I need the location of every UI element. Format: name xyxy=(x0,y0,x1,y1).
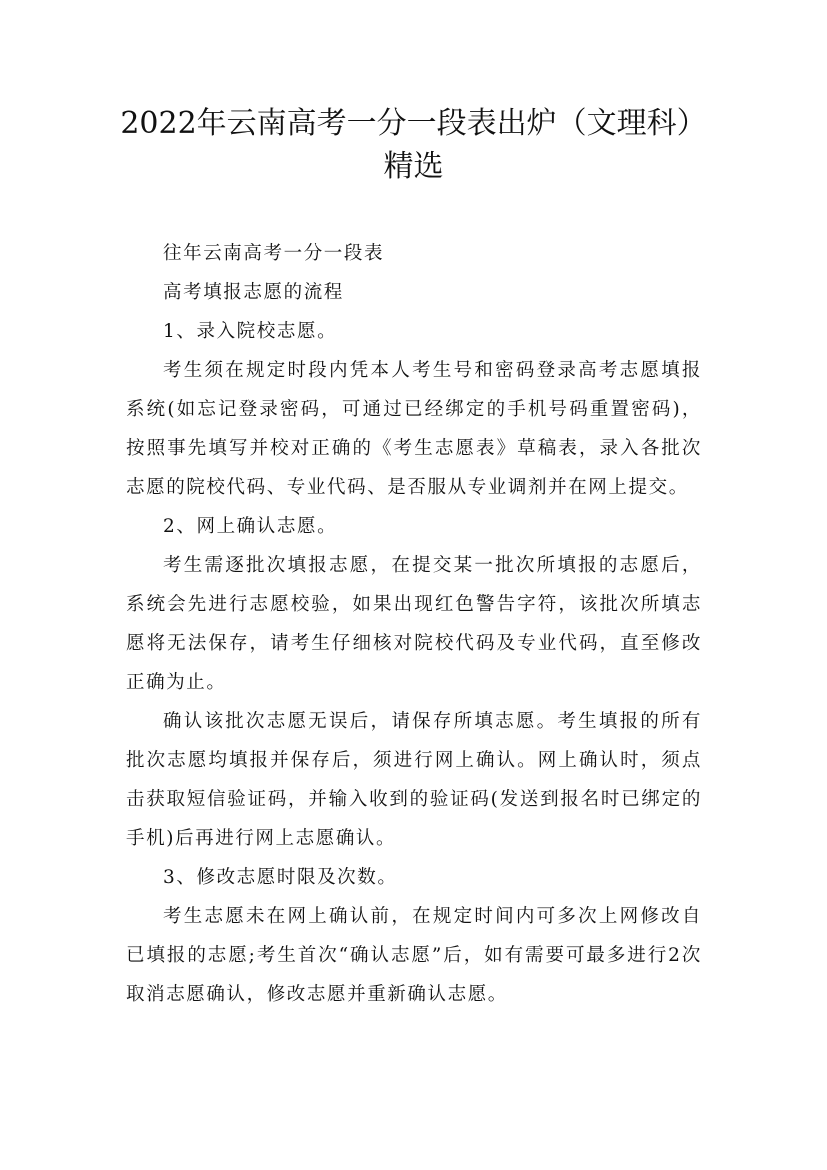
paragraph-step-1-body: 考生须在规定时段内凭本人考生号和密码登录高考志愿填报系统(如忘记登录密码，可通过已经绑定的手机号码重置密码)，按照事先填写并校对正确的《考生志愿表》草稿表，录入各批次志愿的院校代码、专业代码、是否服从专业调剂并在网上提交。 xyxy=(126,360,702,498)
paragraph-step-2-heading: 2、网上确认志愿。 xyxy=(163,516,338,537)
paragraph-process-heading: 高考填报志愿的流程 xyxy=(163,282,344,303)
paragraph-step-3-heading: 3、修改志愿时限及次数。 xyxy=(163,867,398,888)
document-title-line-1: 2022年云南高考一分一段表出炉（文理科） xyxy=(120,106,707,141)
paragraph-step-2-body: 考生需逐批次填报志愿，在提交某一批次所填报的志愿后，系统会先进行志愿校验，如果出现红色警告字符，该批次所填志愿将无法保存，请考生仔细核对院校代码及专业代码，直至修改正确为止。 xyxy=(126,555,702,693)
document-title-line-2: 精选 xyxy=(383,149,444,184)
paragraph-step-1-heading: 1、录入院校志愿。 xyxy=(163,321,338,342)
paragraph-step-3-body: 考生志愿未在网上确认前，在规定时间内可多次上网修改自已填报的志愿;考生首次“确认志愿”后，如有需要可最多进行2次取消志愿确认，修改志愿并重新确认志愿。 xyxy=(126,906,702,1005)
paragraph-past-score-table: 往年云南高考一分一段表 xyxy=(163,243,385,264)
document-body xyxy=(126,234,702,1014)
paragraph-step-2-confirm: 确认该批次志愿无误后，请保存所填志愿。考生填报的所有批次志愿均填报并保存后，须进行网上确认。网上确认时，须点击获取短信验证码，并输入收到的验证码(发送到报名时已绑定的手机)后再进行网上志愿确认。 xyxy=(126,711,702,849)
